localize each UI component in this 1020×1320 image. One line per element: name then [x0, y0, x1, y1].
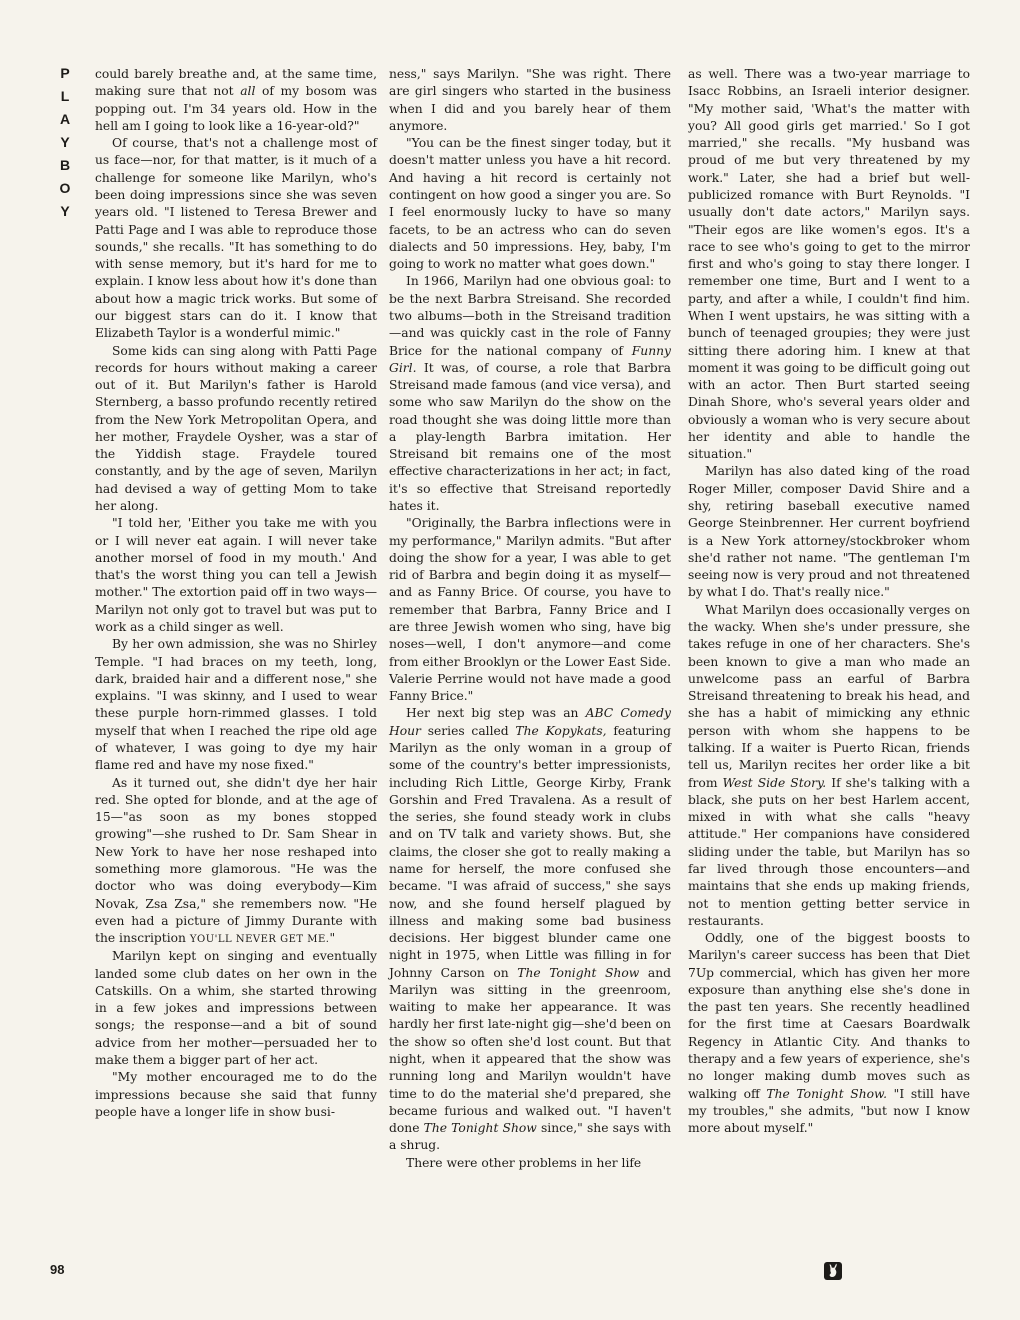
article-paragraph: Oddly, one of the biggest boosts to Marilyn's career success has been that Diet 7Up commercial, which has given her more exposure than anything else she's done in the past ten years. She recently headlined for the first time at Caesars Boardwalk Regency in Atlantic City. And thanks to therapy and a few years of experience, she's no longer making dumb moves such as walking off The Tonight Show. "I still have my troubles," she admits, "but now I know more about myself."	[688, 931, 970, 1136]
magazine-masthead	[50, 62, 80, 223]
article-paragraph: could barely breathe and, at the same time, making sure that not all of my bosom was popping out. I'm 34 years old. How in the hell am I going to look like a 16-year-old?"	[95, 67, 377, 133]
article-paragraph: ness," says Marilyn. "She was right. There are girl singers who started in the business when I did and you barely hear of them anymore.	[389, 67, 671, 133]
article-paragraph: "My mother encouraged me to do the impressions because she said that funny people have a longer life in show busi-	[95, 1070, 377, 1119]
masthead-letter: Y	[60, 203, 70, 219]
text-column-3	[688, 66, 970, 1137]
article-paragraph: Her next big step was an ABC Comedy Hour series called The Kopykats, featuring Marilyn as the only woman in a group of some of the country's better impressionists, including Rich Little, George Kirby, Frank Gorshin and Fred Travalena. As a result of the series, she found steady work in clubs and on TV talk and variety shows. But, she claims, the closer she got to really making a name for herself, the more confused she became. "I was afraid of success," she says now, and she found herself plagued by illness and making some bad business decisions. Her biggest blunder came one night in 1975, when Little was filling in for Johnny Carson on The Tonight Show and Marilyn was sitting in the greenroom, waiting to make her appearance. It was hardly her first late-night gig—she'd been on the show so often she'd lost count. But that night, when it appeared that the show was running long and Marilyn wouldn't have time to do the material she'd prepared, she became furious and walked out. "I haven't done The Tonight Show since," she says with a shrug.	[389, 706, 671, 1153]
masthead-letter: Y	[60, 134, 70, 150]
bunny-icon	[824, 1262, 842, 1280]
article-paragraph: There were other problems in her life	[406, 1155, 642, 1170]
article-paragraph: Of course, that's not a challenge most of us face—nor, for that matter, is it much of a challenge for someone like Marilyn, who's been doing impressions since she was seven years old. "I listened to Teresa Brewer and Patti Page and I was able to reproduce those sounds," she recalls. "It has something to do with sense memory, but it's hard for me to explain. I know less about how it's done than about how a magic trick works. But some of our biggest stars can do it. I know that Elizabeth Taylor is a wonderful mimic."	[95, 136, 377, 341]
article-paragraph: As it turned out, she didn't dye her hair red. She opted for blonde, and at the age of 15—"as soon as my bones stopped growing"—she rushed to Dr. Sam Shear in New York to have her nose reshaped into something more glamorous. "He was the doctor who was doing everybody—Kim Novak, Zsa Zsa," she remembers now. "He even had a picture of Jimmy Durante with the inscription YOU'LL NEVER GET ME."	[95, 775, 377, 946]
masthead-letter: B	[59, 157, 71, 173]
page-number: 98	[50, 1262, 65, 1277]
article-paragraph: In 1966, Marilyn had one obvious goal: to be the next Barbra Streisand. She recorded two albums—both in the Streisand tradition—and was quickly cast in the role of Fanny Brice for the national company of Funny Girl. It was, of course, a role that Barbra Streisand made famous (and vice versa), and some who saw Marilyn do the show on the road thought she was doing little more than a play-length Barbra imitation. Her Streisand bit remains one of the most effective characterizations in her act; in fact, it's so effective that Streisand reportedly hates it.	[389, 274, 671, 514]
article-paragraph: "Originally, the Barbra inflections were in my performance," Marilyn admits. "But after doing the show for a year, I was able to get rid of Barbra and begin doing it as myself—and as Fanny Brice. Of course, you have to remember that Barbra, Fanny Brice and I are three Jewish women who sing, have big noses—well, I don't anymore—and come from either Brooklyn or the Lower East Side. Valerie Perrine would not have made a good Fanny Brice."	[389, 516, 671, 704]
masthead-letter: L	[60, 88, 70, 104]
article-paragraph: By her own admission, she was no Shirley Temple. "I had braces on my teeth, long, dark, braided hair and a different nose," she explains. "I was skinny, and I used to wear these purple horn-rimmed glasses. I told myself that when I reached the ripe old age of whatever, I was going to dye my hair flame red and have my nose fixed."	[95, 637, 377, 773]
article-paragraph: "You can be the finest singer today, but it doesn't matter unless you have a hit record. And having a hit record is certainly not contingent on how good a singer you are. So I feel enormously lucky to have so many facets, to be an actress who can do seven dialects and 50 impressions. Hey, baby, I'm going to work no matter what goes down."	[389, 136, 671, 272]
masthead-letter: P	[60, 65, 70, 81]
text-column-1	[95, 66, 377, 1121]
article-paragraph: as well. There was a two-year marriage to Isacc Robbins, an Israeli interior designer. "My mother said, 'What's the matter with you? All good girls get married.' So I got married," she recalls. "My husband was proud of me but very threatened by my work." Later, she had a brief but well-publicized romance with Burt Reynolds. "I usually don't date actors," Marilyn says. "Their egos are like women's egos. It's a race to see who's going to get to the mirror first and who's going to stay there longer. I remember one time, Burt and I went to a party, and after a while, I couldn't find him. When I went upstairs, he was sitting with a bunch of teenaged groupies; they were just sitting there adoring him. I knew at that moment it was going to be difficult going out with an actor. Then Burt started seeing Dinah Shore, who's several years older and obviously a woman who is very secure about her identity and able to handle the situation."	[688, 67, 970, 462]
text-column-2	[389, 66, 671, 1172]
article-paragraph: Some kids can sing along with Patti Page records for hours without making a career out of it. But Marilyn's father is Harold Sternberg, a basso profundo recently retired from the New York Metropolitan Opera, and her mother, Fraydele Oysher, was a star of the Yiddish stage. Fraydele toured constantly, and by the age of seven, Marilyn had devised a way of getting Mom to take her along.	[95, 343, 377, 514]
article-paragraph: What Marilyn does occasionally verges on the wacky. When she's under pressure, she takes refuge in one of her characters. She's been known to give a man who made an unwelcome pass an earful of Barbra Streisand threatening to break his head, and she has a habit of mimicking any ethnic person with whom she happens to be talking. If a waiter is Puerto Rican, friends tell us, Marilyn recites her order like a bit from West Side Story. If she's talking with a black, she puts on her best Harlem accent, mixed in with what she calls "heavy attitude." Her companions have considered sliding under the table, but Marilyn has so far lived through those encounters—and maintains that she ends up making friends, not to mention getting better service in restaurants.	[688, 602, 971, 928]
masthead-letter: A	[59, 111, 71, 127]
article-paragraph: Marilyn kept on singing and eventually landed some club dates on her own in the Catskills. On a whim, she started throwing in a few jokes and impressions between songs; the response—and a bit of sound advice from her mother—persuaded her to make them a bigger part of her act.	[95, 949, 377, 1068]
article-paragraph: "I told her, 'Either you take me with you or I will never eat again. I will never take another morsel of food in my mouth.' And that's the worst thing you can tell a Jewish mother." The extortion paid off in two ways—Marilyn not only got to travel but was put to work as a child singer as well.	[95, 516, 377, 634]
masthead-letter: O	[59, 180, 71, 196]
article-paragraph: Marilyn has also dated king of the road Roger Miller, composer David Shire and a shy, retiring baseball executive named George Steinbrenner. Her current boyfriend is a New York attorney/stockbroker whom she'd rather not name. "The gentleman I'm seeing now is very proud and not threatened by what I do. That's really nice."	[688, 464, 970, 600]
